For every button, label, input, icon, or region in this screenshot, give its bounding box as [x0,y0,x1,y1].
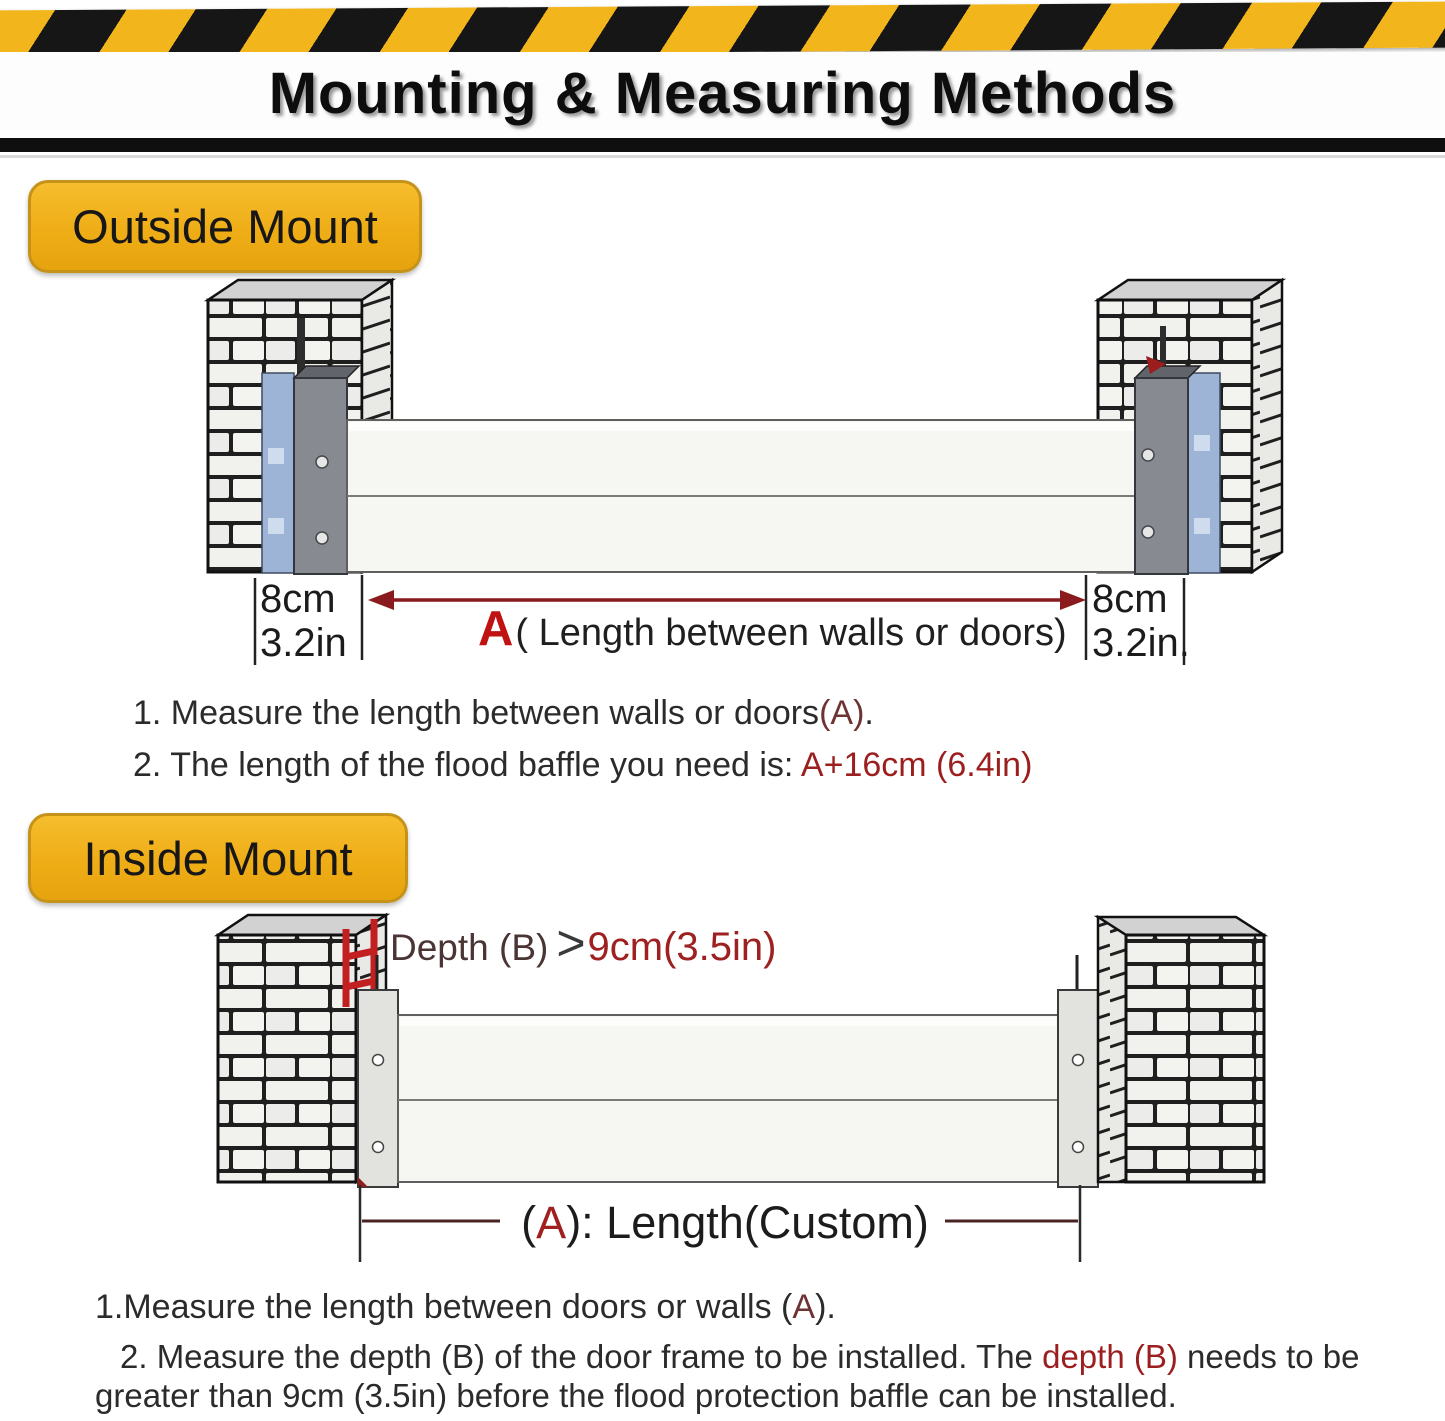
outside-step-2 [133,746,1032,785]
header-divider-shadow [0,155,1445,158]
hazard-tape [0,1,1445,56]
outside-left-in: 3.2in [260,621,347,665]
outside-step-1-tail: . [864,694,874,732]
depth-label-text: Depth (B) [390,927,549,968]
inside-step-1-tail: ). [815,1288,836,1326]
outside-mount-badge-label: Outside Mount [72,200,378,253]
depth-label [390,914,777,972]
outside-step-2-highlight: A+16cm (6.4in) [800,746,1033,784]
inside-step-2 [95,1337,1440,1415]
outside-step-1-text: 1. Measure the length between walls or doors [133,694,820,732]
depth-label-value: 9cm(3.5in) [587,925,777,969]
length-label [520,1197,930,1249]
outside-right-cm: 8cm [1092,577,1168,621]
outside-left-dimension [260,577,347,665]
outside-step-1 [133,694,874,733]
depth-label-gt: > [556,915,586,971]
span-label-a: A [478,602,514,656]
outside-mount-badge [28,180,422,273]
inside-left-channel [358,955,398,1187]
inside-mount-badge-label: Inside Mount [83,831,353,885]
length-label-a: A [536,1197,567,1248]
page-title: Mounting & Measuring Methods [268,61,1177,126]
inside-flood-barrier [398,1015,1058,1182]
outside-flood-barrier [347,420,1137,572]
outside-left-cm: 8cm [260,577,336,621]
length-label-rest: ): Length(Custom) [566,1197,929,1248]
outside-right-dimension [1092,577,1190,665]
inside-step-2-text: 2. Measure the depth (B) of the door frame to be installed. The [120,1338,1043,1375]
span-label-text: ( Length between walls or doors) [515,612,1067,654]
inside-right-channel [1058,955,1098,1187]
length-label-open: ( [521,1197,537,1248]
outside-span-label [478,601,1067,657]
inside-step-2-highlight: depth (B) [1042,1338,1178,1375]
inside-mount-badge [28,813,408,903]
outside-step-2-text: 2. The length of the flood baffle you need is: [133,746,801,784]
outside-step-1-highlight: (A) [819,694,865,732]
inside-step-1 [95,1288,836,1327]
header-divider [0,138,1445,152]
inside-step-1-highlight: A [792,1288,816,1326]
inside-step-2-tail: needs to be greater than 9cm (3.5in) before the flood protection baffle can be installed. [95,1338,1360,1414]
outside-right-in: 3.2in. [1092,621,1190,665]
inside-step-1-text: 1.Measure the length between doors or walls ( [95,1288,793,1326]
inside-right-pillar [1098,917,1264,1182]
